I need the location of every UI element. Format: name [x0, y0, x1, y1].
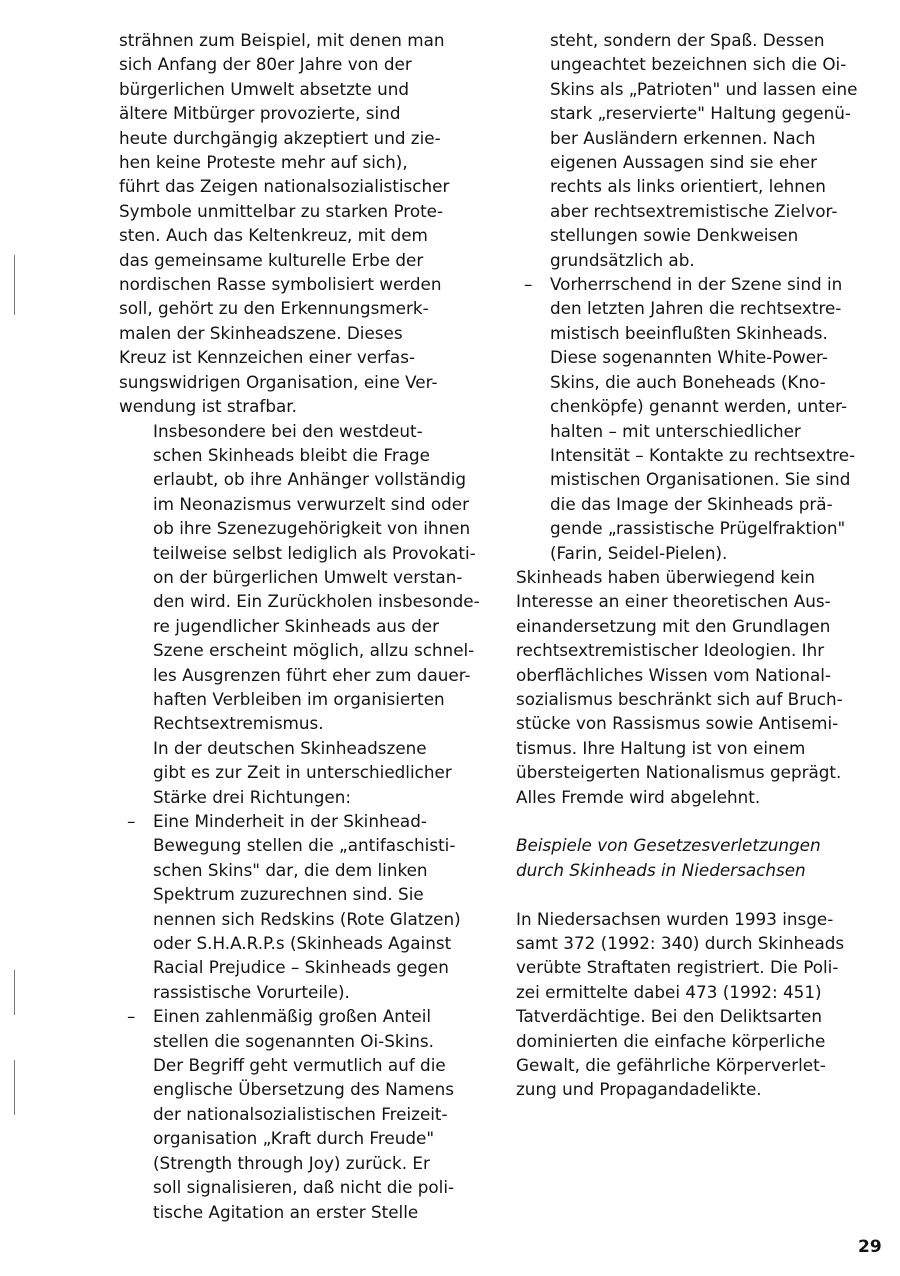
text-line: sozialismus beschränkt sich auf Bruch- [516, 688, 843, 709]
text-line: Rechtsextremismus. [153, 713, 324, 734]
text-line: führt das Zeigen nationalsozialistischer [119, 176, 450, 197]
text-line: Kreuz ist Kennzeichen einer verfas- [119, 347, 415, 368]
paragraph [516, 907, 896, 1102]
text-line: den letzten Jahren die rechtsextre- [550, 298, 842, 319]
list-item [119, 1004, 499, 1224]
text-line: gibt es zur Zeit in unterschiedlicher [153, 762, 452, 783]
text-line: Skinheads haben überwiegend kein [516, 566, 816, 587]
bullet-dash: – [127, 811, 136, 831]
text-line: Skins, die auch Boneheads (Kno- [550, 371, 826, 392]
text-line: Vorherrschend in der Szene sind in [550, 274, 843, 295]
text-line: ungeachtet bezeichnen sich die Oi- [550, 54, 847, 75]
text-line: das gemeinsame kulturelle Erbe der [119, 249, 424, 270]
text-line: im Neonazismus verwurzelt sind oder [153, 493, 469, 514]
paragraph [119, 419, 499, 736]
text-line: stellen die sogenannten Oi-Skins. [153, 1030, 434, 1051]
text-line: oder S.H.A.R.P.s (Skinheads Against [153, 933, 452, 954]
text-line: den wird. Ein Zurückholen insbesonde- [153, 591, 480, 612]
text-line: chenköpfe) genannt werden, unter- [550, 396, 848, 417]
text-line: Bewegung stellen die „antifaschisti- [153, 835, 456, 856]
text-line: ber Ausländern erkennen. Nach [550, 127, 816, 148]
text-line: Intensität – Kontakte zu rechtsextre- [550, 444, 856, 465]
left-column [119, 28, 499, 1224]
section-heading [516, 833, 896, 882]
text-line: einandersetzung mit den Grundlagen [516, 615, 831, 636]
text-line: ältere Mitbürger provozierte, sind [119, 103, 401, 124]
text-line: durch Skinheads in Niedersachsen [516, 859, 806, 880]
text-line: rassistische Vorurteile). [153, 981, 350, 1002]
text-line: nordischen Rasse symbolisiert werden [119, 274, 442, 295]
text-line: mistischen Organisationen. Sie sind [550, 469, 851, 490]
text-line: Eine Minderheit in der Skinhead- [153, 811, 427, 831]
text-line: Spektrum zuzurechnen sind. Sie [153, 884, 424, 905]
right-column [516, 28, 896, 1102]
text-line: oberflächliches Wissen vom National- [516, 664, 831, 685]
page-number: 29 [858, 1237, 882, 1257]
list-item [119, 809, 499, 1004]
text-line: stücke von Rassismus sowie Antisemi- [516, 713, 839, 734]
text-line: nennen sich Redskins (Rote Glatzen) [153, 908, 461, 929]
text-line: erlaubt, ob ihre Anhänger vollständig [153, 469, 467, 490]
text-line: soll signalisieren, daß nicht die poli- [153, 1177, 455, 1198]
text-line: Szene erscheint möglich, allzu schnel- [153, 640, 475, 661]
text-line: zei ermittelte dabei 473 (1992: 451) [516, 981, 822, 1002]
text-line: verübte Straftaten registriert. Die Poli- [516, 957, 839, 978]
list-item-continuation [516, 28, 896, 272]
text-line: Alles Fremde wird abgelehnt. [516, 786, 761, 807]
text-line: bürgerlichen Umwelt absetzte und [119, 78, 410, 99]
text-line: Interesse an einer theoretischen Aus- [516, 591, 831, 612]
text-line: teilweise selbst lediglich als Provokati- [153, 542, 476, 563]
text-line: gende „rassistische Prügelfraktion" [550, 518, 846, 539]
text-line: sungswidrigen Organisation, eine Ver- [119, 371, 438, 392]
text-line: rechtsextremistischer Ideologien. Ihr [516, 640, 825, 661]
text-line: ob ihre Szenezugehörigkeit von ihnen [153, 518, 471, 539]
text-line: Einen zahlenmäßig großen Anteil [153, 1006, 432, 1027]
text-line: englische Übersetzung des Namens [153, 1079, 455, 1100]
text-line: stellungen sowie Denkweisen [550, 225, 799, 246]
bullet-dash: – [524, 274, 533, 295]
text-line: In der deutschen Skinheadszene [153, 737, 427, 758]
text-line: Stärke drei Richtungen: [153, 786, 351, 807]
text-line: malen der Skinheadszene. Dieses [119, 322, 403, 343]
text-line: rechts als links orientiert, lehnen [550, 176, 826, 197]
text-line: In Niedersachsen wurden 1993 insge- [516, 908, 834, 929]
text-line: Der Begriff geht vermutlich auf die [153, 1055, 446, 1076]
text-line: on der bürgerlichen Umwelt verstan- [153, 566, 463, 587]
text-line: organisation „Kraft durch Freude" [153, 1128, 435, 1149]
text-line: übersteigerten Nationalismus geprägt. [516, 762, 842, 783]
text-line: halten – mit unterschiedlicher [550, 420, 801, 441]
text-line: Beispiele von Gesetzesverletzungen [516, 835, 821, 856]
text-line: der nationalsozialistischen Freizeit- [153, 1103, 448, 1124]
text-line: strähnen zum Beispiel, mit denen man [119, 30, 445, 50]
text-line: samt 372 (1992: 340) durch Skinheads [516, 933, 845, 953]
text-line: Tatverdächtige. Bei den Deliktsarten [516, 1006, 822, 1027]
text-line: mistisch beeinflußten Skinheads. [550, 322, 828, 343]
text-line: wendung ist strafbar. [119, 396, 297, 417]
text-line: Diese sogenannten White-Power- [550, 347, 828, 368]
list-item [516, 272, 896, 565]
text-line: sten. Auch das Keltenkreuz, mit dem [119, 225, 428, 246]
text-line: Symbole unmittelbar zu starken Prote- [119, 200, 444, 221]
text-line: aber rechtsextremistische Zielvor- [550, 200, 838, 221]
text-line: die das Image der Skinheads prä- [550, 493, 833, 514]
text-line: schen Skins" dar, die dem linken [153, 859, 428, 880]
text-line: (Farin, Seidel-Pielen). [550, 542, 728, 563]
text-line: stark „reservierte" Haltung gegenü- [550, 103, 851, 124]
text-line: soll, gehört zu den Erkennungsmerk- [119, 298, 429, 319]
text-line: steht, sondern der Spaß. Dessen [550, 30, 825, 50]
text-line: Gewalt, die gefährliche Körperverlet- [516, 1055, 826, 1076]
text-line: eigenen Aussagen sind sie eher [550, 152, 818, 173]
text-line: Insbesondere bei den westdeut- [153, 420, 423, 441]
text-line: re jugendlicher Skinheads aus der [153, 615, 440, 636]
paragraph [516, 565, 896, 809]
text-line: haften Verbleiben im organisierten [153, 688, 445, 709]
text-line: (Strength through Joy) zurück. Er [153, 1152, 430, 1173]
text-line: dominierten die einfache körperliche [516, 1030, 826, 1051]
text-line: schen Skinheads bleibt die Frage [153, 444, 430, 465]
text-line: les Ausgrenzen führt eher zum dauer- [153, 664, 471, 685]
text-line: grundsätzlich ab. [550, 249, 695, 270]
text-line: sich Anfang der 80er Jahre von der [119, 54, 412, 75]
text-line: zung und Propagandadelikte. [516, 1079, 762, 1100]
bullet-dash: – [127, 1006, 136, 1027]
paragraph [119, 736, 499, 809]
text-line: hen keine Proteste mehr auf sich), [119, 152, 408, 173]
text-line: Skins als „Patrioten" und lassen eine [550, 78, 858, 99]
text-line: tismus. Ihre Haltung ist von einem [516, 737, 806, 758]
paragraph [119, 28, 499, 419]
text-line: tische Agitation an erster Stelle [153, 1201, 419, 1222]
text-line: heute durchgängig akzeptiert und zie- [119, 127, 441, 148]
text-line: Racial Prejudice – Skinheads gegen [153, 957, 449, 978]
